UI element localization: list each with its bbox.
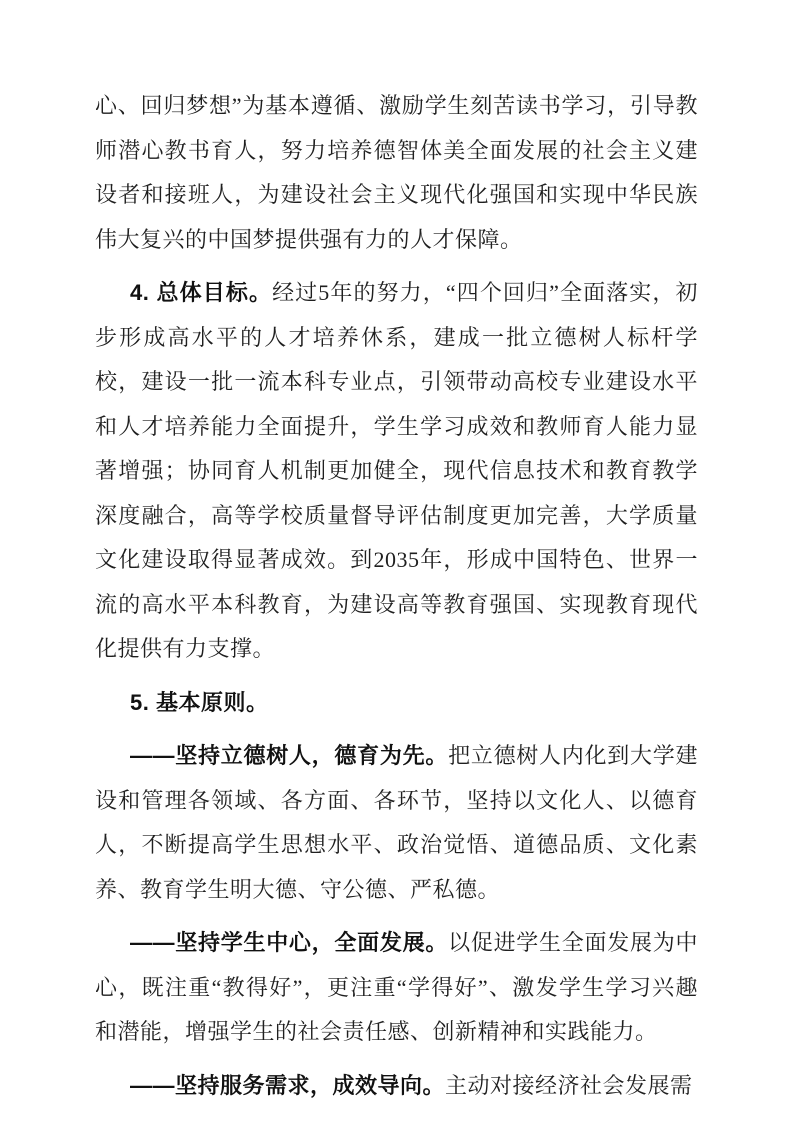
paragraph-lead-bold: 5. 基本原则。 [130,689,269,715]
paragraph-text: 经过5年的努力，“四个回归”全面落实，初步形成高水平的人才培养休系，建成一批立德树人标杆学校，建设一批一流本科专业点，引领带动高校专业建设水平和人才培养能力全面提升，学生学习成效和教师育人能力显著增强；协同育人机制更加健全，现代信息技术和教育教学深度融合，高等学校质量督导评估制度更加完善，大学质量文化建设取得显著成效。到2035年，形成中国特色、世界一流的高水平本科教育，为建设高等教育强国、实现教育现代化提供有力支撑。 [95,280,698,661]
paragraph-text: 主动对接经济社会发展需 [445,1072,693,1098]
paragraph-lead-bold: 4. 总体目标。 [130,280,273,305]
paragraph-text: 以促进学生全面发展为中心，既注重“教得好”，更注重“学得好”、激发学生学习兴趣和潜能，增强学生的社会责任感、创新精神和实践能力。 [95,930,698,1044]
document-body [95,84,698,1108]
paragraph [95,681,698,726]
paragraph [95,84,698,262]
paragraph [95,271,698,672]
paragraph-lead-bold: ——坚持学生中心，全面发展。 [130,930,449,955]
paragraph [95,1064,698,1109]
paragraph [95,921,698,1055]
paragraph-text: 把立德树人内化到大学建设和管理各领域、各方面、各环节，坚持以文化人、以德育人，不断提高学生思想水平、政治觉悟、道德品质、文化素养、教育学生明大德、守公德、严私德。 [95,743,698,902]
paragraph [95,734,698,912]
paragraph-lead-bold: ——坚持服务需求，成效导向。 [130,1072,446,1098]
paragraph-lead-bold: ——坚持立德树人，德育为先。 [130,743,449,768]
paragraph-text: 心、回归梦想”为基本遵循、激励学生刻苦读书学习，引导教师潜心教书育人，努力培养德智体美全面发展的社会主义建设者和接班人，为建设社会主义现代化强国和实现中华民族伟大复兴的中国梦提供强有力的人才保障。 [95,93,698,252]
